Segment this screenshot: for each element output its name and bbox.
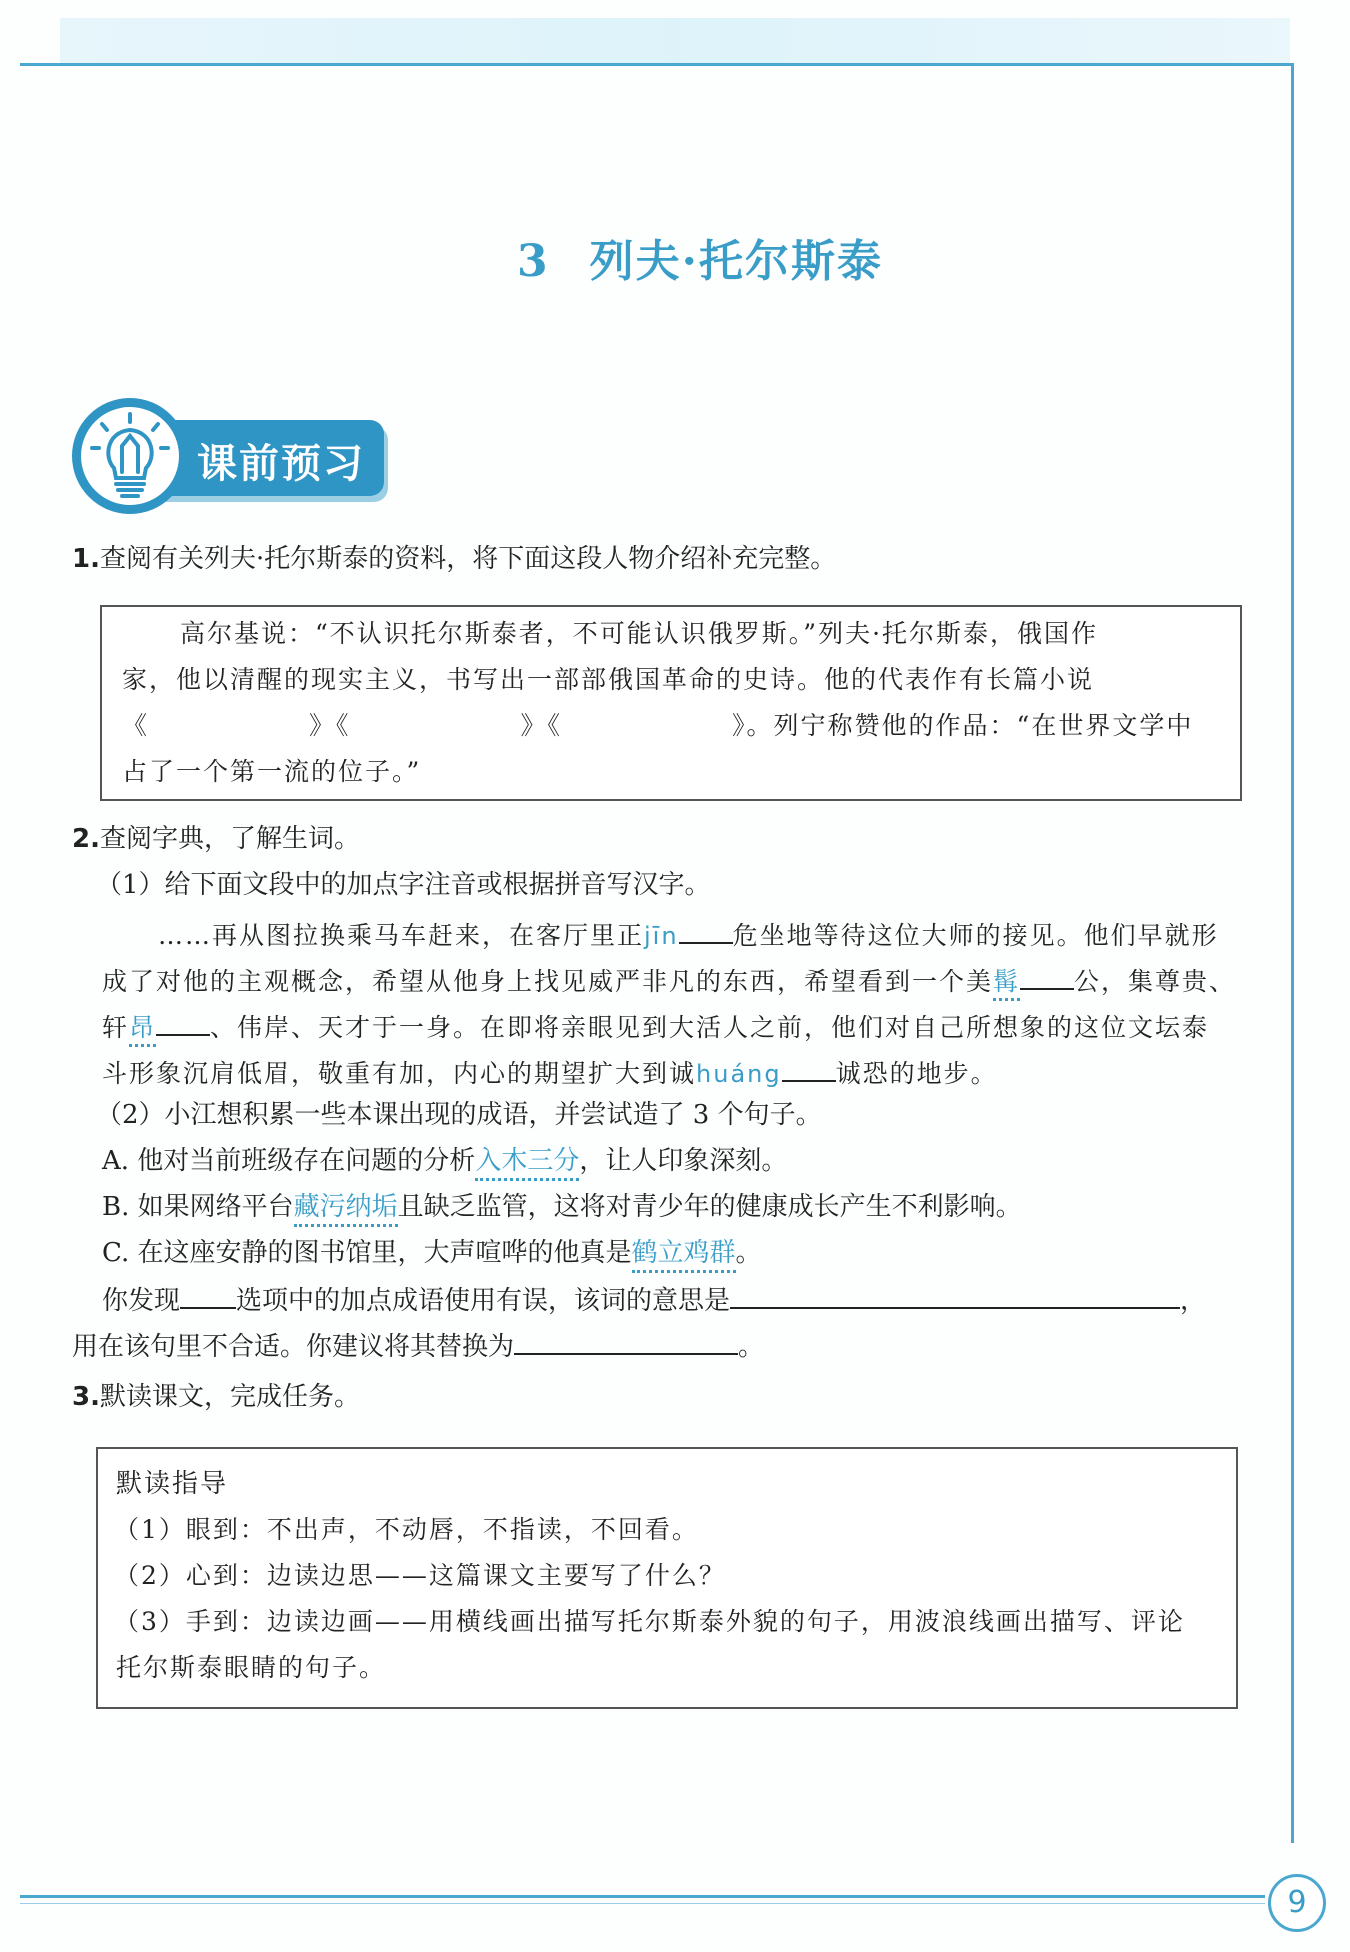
- q3-box-title: 默读指导: [116, 1469, 229, 1499]
- q2-option-c: C. 在这座安静的图书馆里，大声喧哗的他真是鹤立鸡群。: [102, 1235, 762, 1271]
- question-1-number: 1.: [72, 544, 100, 574]
- question-3-number: 3.: [72, 1382, 100, 1412]
- q2-blank-ang[interactable]: [156, 1008, 210, 1036]
- idiom-c: 鹤立鸡群: [632, 1238, 736, 1273]
- dotted-char-ran: 髯: [993, 967, 1020, 1001]
- page-frame-bottom: [20, 1895, 1265, 1898]
- pinyin-huang: huáng: [696, 1060, 782, 1088]
- pinyin-jin: jīn: [644, 922, 679, 950]
- page-frame-top: [20, 63, 1292, 66]
- idiom-b: 藏污纳垢: [294, 1192, 398, 1227]
- q2-para-line-4: 斗形象沉肩低眉，敬重有加，内心的期望扩大到诚huáng 诚恐的地步。: [102, 1051, 998, 1097]
- question-3-prompt: 默读课文，完成任务。: [99, 1382, 360, 1412]
- lesson-title: 列夫·托尔斯泰: [589, 236, 883, 287]
- q1-info-box: [100, 605, 1242, 801]
- lightbulb-pencil-icon: [86, 410, 174, 502]
- page-title: [0, 225, 1350, 289]
- q3-item-2: （2）心到：边读边思——这篇课文主要写了什么？: [114, 1561, 726, 1590]
- q1-box-line-3: 《 》《 》《 》。列宁称赞他的作品：“在世界文学中: [122, 711, 1194, 740]
- q2-para-line-3: 轩昂 、伟岸、天才于一身。在即将亲眼见到大活人之前，他们对自己所想象的这位文坛泰: [102, 1005, 1209, 1051]
- q3-item-1: （1）眼到：不出声，不动唇，不指读，不回看。: [114, 1515, 699, 1544]
- question-1-prompt: 查阅有关列夫·托尔斯泰的资料，将下面这段人物介绍补充完整。: [99, 544, 837, 574]
- q2-option-b: B. 如果网络平台藏污纳垢且缺乏监管，这将对青少年的健康成长产生不利影响。: [102, 1189, 1022, 1225]
- q2-answer-line-1: 你发现 选项中的加点成语使用有误，该词的意思是 ，: [102, 1281, 1206, 1319]
- idiom-a: 入木三分: [475, 1146, 579, 1181]
- q3-item-3-cont: 托尔斯泰眼睛的句子。: [116, 1653, 387, 1682]
- q2-para-line-1: ……再从图拉换乘马车赶来，在客厅里正jīn 危坐地等待这位大师的接见。他们早就形: [158, 913, 1219, 959]
- q2-blank-jin[interactable]: [679, 916, 733, 944]
- dotted-char-ang: 昂: [129, 1013, 156, 1047]
- page-frame-bottom-thin: [20, 1903, 1265, 1904]
- lesson-number: 3: [517, 236, 550, 287]
- q2-option-a: A. 他对当前班级存在问题的分析入木三分，让人印象深刻。: [102, 1143, 787, 1179]
- question-3: [72, 1379, 360, 1415]
- q2-para-line-2: 成了对他的主观概念，希望从他身上找见威严非凡的东西，希望看到一个美髯 公，集尊贵、: [102, 959, 1236, 1005]
- question-1: [72, 541, 836, 577]
- q1-box-line-2: 家，他以清醒的现实主义，书写出一部部俄国革命的史诗。他的代表作有长篇小说: [122, 665, 1095, 694]
- q2-blank-huang[interactable]: [782, 1054, 836, 1082]
- q2-answer-option-blank[interactable]: [180, 1281, 236, 1309]
- question-2: [72, 821, 360, 857]
- q2-blank-ran[interactable]: [1020, 962, 1074, 990]
- banner-label: 课前预习: [197, 441, 365, 487]
- q2-answer-replace-blank[interactable]: [514, 1327, 738, 1355]
- q2-answer-line-2: 用在该句里不合适。你建议将其替换为 。: [72, 1327, 764, 1365]
- section-banner: [72, 398, 387, 518]
- q2-sub1: （1）给下面文段中的加点字注音或根据拼音写汉字。: [96, 870, 711, 900]
- q2-answer-meaning-blank[interactable]: [730, 1281, 1180, 1309]
- q1-box-line-4: 占了一个第一流的位子。”: [122, 757, 422, 786]
- question-2-number: 2.: [72, 824, 100, 854]
- top-decoration-band: [60, 18, 1290, 63]
- question-2-prompt: 查阅字典，了解生词。: [99, 824, 360, 854]
- q3-item-3: （3）手到：边读边画——用横线画出描写托尔斯泰外貌的句子，用波浪线画出描写、评论: [114, 1607, 1185, 1636]
- q2-sub2: （2）小江想积累一些本课出现的成语，并尝试造了 3 个句子。: [96, 1100, 822, 1130]
- q3-guide-box: [96, 1447, 1238, 1709]
- q1-box-line-1: 高尔基说：“不认识托尔斯泰者，不可能认识俄罗斯。”列夫·托尔斯泰，俄国作: [180, 619, 1099, 648]
- page-number: 9: [1268, 1874, 1326, 1932]
- page-frame-right: [1291, 63, 1294, 1843]
